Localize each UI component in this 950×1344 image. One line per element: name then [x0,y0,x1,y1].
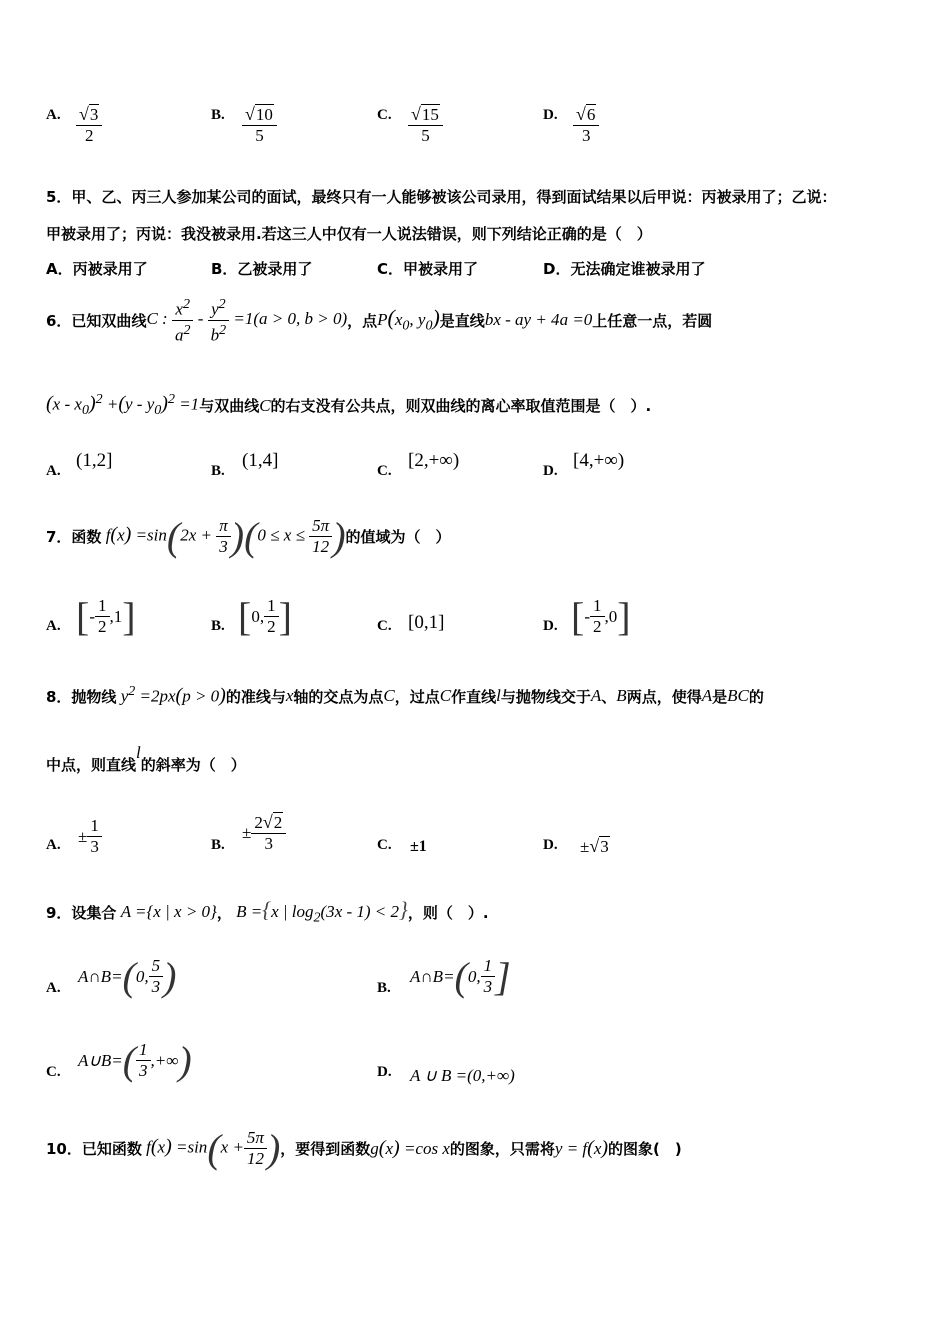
set-a: A ={x | x > 0} [116,902,217,921]
q7-option-a-label: A. [46,618,61,634]
q6-stem-line2 [46,392,651,419]
point-a: A [590,686,602,705]
q6-option-b-label: B. [211,463,225,479]
x-axis: x [285,686,294,705]
q8-text-2: 轴的交点为点 [293,687,384,706]
q8-option-d-value: ±√3 [580,836,609,856]
q9-tail: ，则（ ）. [407,903,489,922]
q9-option-b-value: A ∩ B = ( 0, $\frac{1}{3}$ ] [410,954,511,999]
q6-number: 6．已知双曲线 [46,311,147,330]
q5-option-b: B．乙被录用了 [211,260,313,278]
q6-option-b-value: (1,4] [242,450,279,471]
q4-option-b [211,104,225,124]
option-label: B. [211,107,225,123]
q7-option-b-label: B. [211,618,225,634]
radicand: 15 [421,105,439,124]
q8-text-3: ，过点 [394,687,440,706]
radicand: 3 [89,105,99,124]
q4-option-a [46,104,61,124]
denominator: 2 [84,126,94,145]
q8-option-a-value: ± $\frac{1}{3}$ [78,816,102,857]
q7-tail: 的值域为（ ） [345,527,451,546]
q6-option-a-value: (1,2] [76,450,113,471]
radicand: 6 [586,105,596,124]
q4-option-a-value: $\frac{√3}{2}$ [76,104,102,146]
circle-equation: $(x - x_0)^2 +(y - y_0)^2 =1$ [46,392,200,419]
function-f: f(x) =sin(x + $\frac{5\pi}{12}$ ) [141,1125,281,1171]
q7-option-c-label: C. [377,618,392,634]
q9-stem [46,894,489,930]
q4-option-c [377,104,392,124]
point-b: B [616,686,627,705]
q8-text-7: 两点，使得 [626,687,702,706]
q7-option-a-value: [ - $\frac{1}{2}$ ,1 ] [76,594,136,639]
q9-option-c-value: A ∪ B = ( $\frac{1}{3}$ ,+∞ ) [78,1038,192,1083]
option-label: A. [46,107,61,123]
q8-option-b-label: B. [211,837,225,853]
line-equation: bx - ay + 4a =0 [484,310,593,329]
q7-option-c-value: [0,1] [408,612,445,633]
q8-option-d-label: D. [543,837,558,853]
q7-option-d-value: [ - $\frac{1}{2}$ ,0 ] [571,594,631,639]
q8-option-a-label: A. [46,837,61,853]
q10-tail: 的图象( ) [608,1139,682,1158]
q9-option-a-label: A. [46,980,61,996]
option-label: D. [543,107,558,123]
q6-option-a-label: A. [46,463,61,479]
q4-option-d [543,104,558,124]
q8-text-1: 的准线与 [225,687,286,706]
q8-text-11: 的斜率为（ ） [140,756,246,774]
q7-stem [46,510,451,562]
q9-option-c-label: C. [46,1064,61,1080]
radicand: 10 [255,105,273,124]
function-expression: f(x) =sin(2x + $\frac{\pi}{3}$ )(0 ≤ x ≤ $\frac{5\pi}{12}$ ) [101,513,346,559]
function-g: g(x) =cos x [370,1136,450,1159]
denominator: 5 [421,126,430,145]
line-l: l [496,686,501,705]
line-l: l [136,742,141,762]
q10-text-1: ，要得到函数 [280,1139,371,1158]
q6-option-c-value: [2,+∞) [408,450,460,471]
q7-option-d-label: D. [543,618,558,634]
q9-option-a-value: A ∩ B = ( 0, $\frac{5}{3}$ ) [78,954,177,999]
point-p: $P(x_0$, $y_0$) [377,305,440,334]
q9-comma: ， [216,903,232,922]
point-c: C [383,686,395,705]
q6-stem-line1 [46,296,712,344]
q10-number: 10．已知函数 [46,1139,142,1158]
q5-option-a: A．丙被录用了 [46,260,148,278]
set-b: B ={x | $\log_2(3x - 1) < 2$} [231,897,408,926]
q8-stem-line2 [46,742,246,775]
q5-option-c: C．甲被录用了 [377,260,479,278]
q4-option-b-value: $\frac{√10}{5}$ [242,104,277,146]
q10-stem [46,1122,682,1174]
point-a: A [701,686,713,705]
q6-option-d-value: [4,+∞) [573,450,625,471]
q9-option-d-label: D. [377,1064,392,1080]
q4-option-c-value: $\frac{√15}{5}$ [408,104,443,146]
q6-text-3: 上任意一点，若圆 [592,311,713,330]
q6-option-d-label: D. [543,463,558,479]
q8-text-6: 、 [601,687,617,706]
denominator: 5 [255,126,264,145]
q7-number: 7．函数 [46,527,102,546]
option-label: C. [377,107,392,123]
q8-option-c-label: C. [377,837,392,853]
q6-text-5: 的右支没有公共点，则双曲线的离心率取值范围是（ ）. [270,397,652,416]
hyperbola-c: C [259,395,271,415]
q8-stem-line1 [46,678,764,714]
q8-number: 8．抛物线 [46,687,117,706]
segment-bc: BC [727,686,749,705]
q5-stem-line2: 甲被录用了；丙说：我没被录用.若这三人中仅有一人说法错误，则下列结论正确的是（ ） [46,225,652,243]
q6-text-1: ，点 [347,311,378,330]
q6-option-c-label: C. [377,463,392,479]
q7-option-b-value: [ 0, $\frac{1}{2}$ ] [238,594,292,639]
q9-option-b-label: B. [377,980,391,996]
q6-text-2: 是直线 [439,311,485,330]
q8-text-8: 是 [712,687,728,706]
q9-number: 9．设集合 [46,903,117,922]
q4-option-d-value: $\frac{√6}{3}$ [573,104,599,146]
q8-text-10: 中点，则直线 [46,756,137,774]
parabola-equation: $y^2 =2px(p > 0)$ [116,684,226,707]
q5-stem-line1: 5．甲、乙、丙三人参加某公司的面试，最终只有一人能够被该公司录用，得到面试结果以后甲说：丙被录用了；乙说： [46,188,837,206]
hyperbola-equation: C : $\frac{x^2}{a^2}$ - $\frac{y^2}{b^2}$ =1(a > 0, b > 0) [146,296,348,345]
q8-text-5: 与抛物线交于 [500,687,591,706]
q6-text-4: 与双曲线 [199,397,260,416]
q8-text-9: 的 [748,687,764,706]
q8-option-b-value: ± $\frac{2√2}{3}$ [242,812,286,854]
q8-option-c-value: ±1 [410,838,427,855]
q9-option-d-value: A ∪ B =(0,+∞) [410,1066,515,1085]
denominator: 3 [581,126,591,145]
q5-option-d: D．无法确定谁被录用了 [543,260,706,278]
function-y: y = f(x) [554,1136,609,1159]
q10-text-2: 的图象，只需将 [449,1139,555,1158]
point-c: C [439,686,452,705]
q8-text-4: 作直线 [451,687,497,706]
